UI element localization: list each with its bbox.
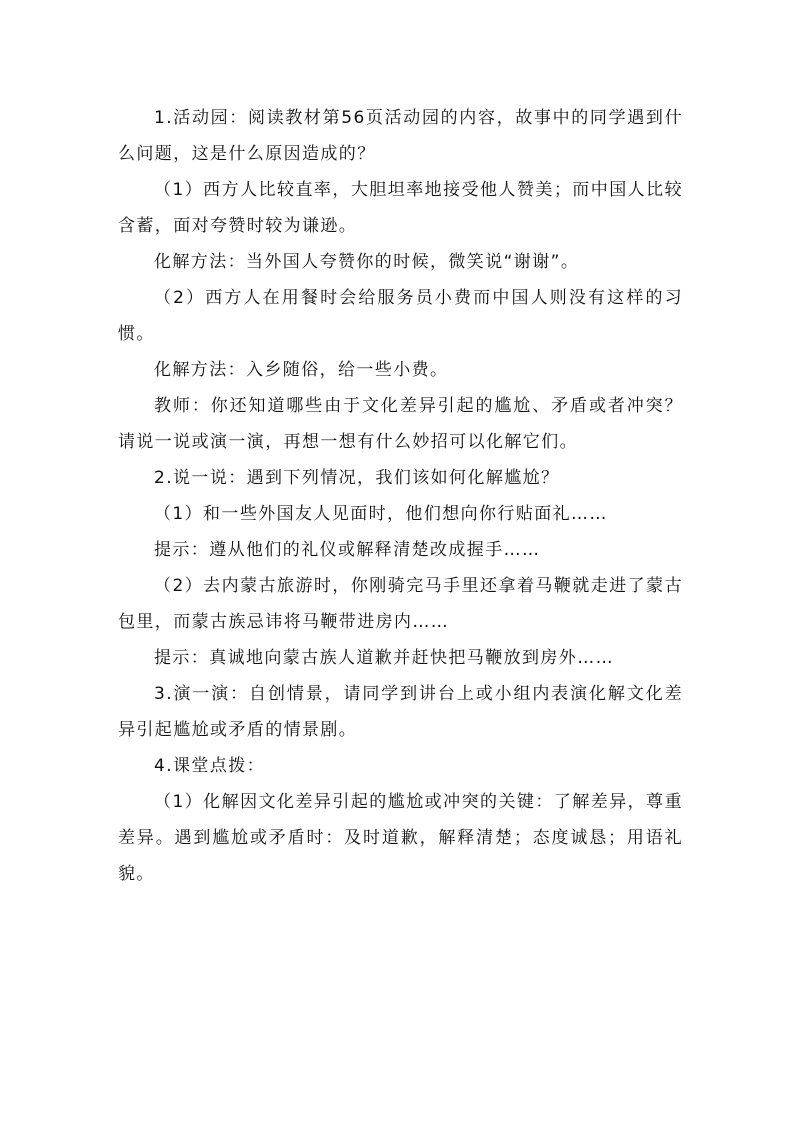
- activity-question-paragraph: 1.活动园：阅读教材第56页活动园的内容，故事中的同学遇到什么问题，这是什么原因造成的？: [118, 108, 683, 164]
- teacher-prompt-paragraph: 教师：你还知道哪些由于文化差异引起的尴尬、矛盾或者冲突？请说一说或演一演，再想一想有什么妙招可以化解它们。: [118, 396, 683, 452]
- solution-two-paragraph: 化解方法：入乡随俗，给一些小费。: [154, 360, 449, 380]
- document-body: [118, 100, 683, 892]
- class-summary-paragraph: （1）化解因文化差异引起的尴尬或冲突的关键：了解差异，尊重差异。遇到尴尬或矛盾时：及时道歉，解释清楚；态度诚恳；用语礼貌。: [118, 792, 683, 884]
- role-play-paragraph: 3.演一演：自创情景，请同学到讲台上或小组内表演化解文化差异引起尴尬或矛盾的情景剧。: [118, 684, 683, 740]
- situation-two-paragraph: （2）去内蒙古旅游时，你刚骑完马手里还拿着马鞭就走进了蒙古包里，而蒙古族忌讳将马鞭带进房内……: [118, 576, 683, 632]
- situation-one-paragraph: （1）和一些外国友人见面时，他们想向你行贴面礼……: [154, 504, 608, 524]
- class-summary-heading: 4.课堂点拨：: [154, 756, 266, 776]
- reason-one-paragraph: （1）西方人比较直率，大胆坦率地接受他人赞美；而中国人比较含蓄，面对夸赞时较为谦逊。: [118, 180, 683, 236]
- discussion-question-paragraph: 2.说一说：遇到下列情况，我们该如何化解尴尬？: [154, 468, 560, 488]
- solution-one-paragraph: 化解方法：当外国人夸赞你的时候，微笑说“谢谢”。: [154, 252, 580, 272]
- reason-two-paragraph: （2）西方人在用餐时会给服务员小费而中国人则没有这样的习惯。: [118, 288, 683, 344]
- hint-one-paragraph: 提示：遵从他们的礼仪或解释清楚改成握手……: [154, 540, 541, 560]
- hint-two-paragraph: 提示：真诚地向蒙古族人道歉并赶快把马鞭放到房外……: [154, 648, 614, 668]
